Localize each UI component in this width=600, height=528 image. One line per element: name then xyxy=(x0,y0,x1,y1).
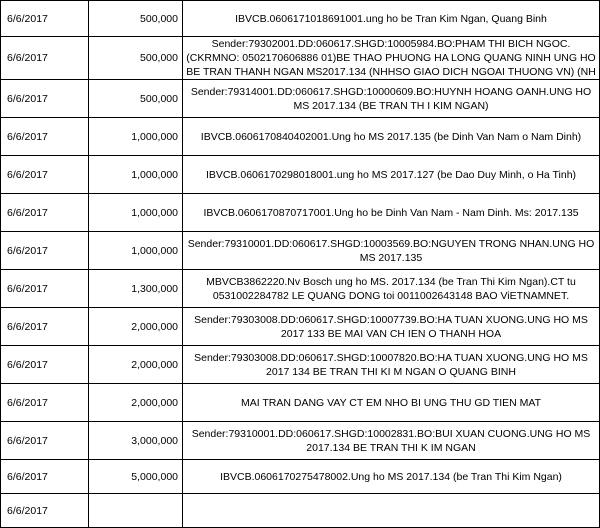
amount-cell: 2,000,000 xyxy=(89,384,183,422)
amount-cell: 1,000,000 xyxy=(89,232,183,270)
description-text: Sender:79302001.DD:060617.SHGD:10005984.BO:PHAM THI BICH NGOC.(CKRMNO: 0502170606886 01)BE THAO PHUONG HA LONG QUANG NINH UNG HO BE TRAN THANH NGAN MS2017.134 (NHHSO GIAO DICH NGOAI THUONG VN) (NH xyxy=(186,38,596,78)
table-row xyxy=(1,80,600,118)
description-cell xyxy=(183,37,600,80)
description-text: IBVCB.0606170840402001.Ung ho MS 2017.135 (be Dinh Van Nam o Nam Dinh) xyxy=(200,130,582,143)
description-text: MAI TRAN DANG VAY CT EM NHO BI UNG THU GD TIEN MAT xyxy=(240,396,542,409)
date-cell: 6/6/2017 xyxy=(1,118,89,156)
description-cell xyxy=(183,460,600,494)
date-cell: 6/6/2017 xyxy=(1,308,89,346)
date-cell: 6/6/2017 xyxy=(1,194,89,232)
date-cell: 6/6/2017 xyxy=(1,460,89,494)
description-cell xyxy=(183,118,600,156)
description-text: IBVCB.0606170870717001.Ung ho be Dinh Van Nam - Nam Dinh. Ms: 2017.135 xyxy=(203,206,579,219)
date-cell: 6/6/2017 xyxy=(1,346,89,384)
table-row xyxy=(1,270,600,308)
date-cell: 6/6/2017 xyxy=(1,270,89,308)
amount-cell: 500,000 xyxy=(89,1,183,37)
description-text: Sender:79303008.DD:060617.SHGD:10007820.BO:HA TUAN XUONG.UNG HO MS 2017 134 BE TRAN THI KI M NGAN O QUANG BINH xyxy=(194,351,588,378)
date-cell: 6/6/2017 xyxy=(1,1,89,37)
amount-cell: 1,000,000 xyxy=(89,156,183,194)
description-text: Sender:79303008.DD:060617.SHGD:10007739.BO:HA TUAN XUONG.UNG HO MS 2017 133 BE MAI VAN CH IEN O THANH HOA xyxy=(194,313,588,340)
description-cell xyxy=(183,80,600,118)
amount-cell: 2,000,000 xyxy=(89,308,183,346)
table-row xyxy=(1,1,600,37)
table-row xyxy=(1,156,600,194)
amount-cell: 500,000 xyxy=(89,80,183,118)
description-cell xyxy=(183,346,600,384)
description-cell xyxy=(183,156,600,194)
description-text: Sender:79310001.DD:060617.SHGD:10003569.BO:NGUYEN TRONG NHAN.UNG HO MS 2017.135 xyxy=(187,237,595,264)
table-row xyxy=(1,460,600,494)
date-cell: 6/6/2017 xyxy=(1,422,89,460)
date-cell: 6/6/2017 xyxy=(1,384,89,422)
date-cell: 6/6/2017 xyxy=(1,494,89,528)
description-cell xyxy=(183,384,600,422)
table-row xyxy=(1,194,600,232)
date-cell: 6/6/2017 xyxy=(1,232,89,270)
amount-cell: 3,000,000 xyxy=(89,422,183,460)
description-cell xyxy=(183,494,600,528)
description-text: IBVCB.0606171018691001.ung ho be Tran Kim Ngan, Quang Binh xyxy=(235,12,547,25)
table-row xyxy=(1,232,600,270)
description-text: MBVCB3862220.Nv Bosch ung ho MS. 2017.134 (be Tran Thi Kim Ngan).CT tu 0531002284782 LE QUANG DONG toi 0011002643148 BAO ViETNAMNET. xyxy=(206,275,576,302)
description-cell xyxy=(183,194,600,232)
table-row xyxy=(1,37,600,80)
description-cell xyxy=(183,308,600,346)
table-row xyxy=(1,494,600,528)
description-text: Sender:79310001.DD:060617.SHGD:10002831.BO:BUI XUAN CUONG.UNG HO MS 2017.134 BE TRAN THI K IM NGAN xyxy=(191,427,591,454)
amount-cell: 500,000 xyxy=(89,37,183,80)
amount-cell: 1,000,000 xyxy=(89,118,183,156)
date-cell: 6/6/2017 xyxy=(1,37,89,80)
date-cell: 6/6/2017 xyxy=(1,156,89,194)
amount-cell: 5,000,000 xyxy=(89,460,183,494)
description-cell xyxy=(183,422,600,460)
amount-cell: 2,000,000 xyxy=(89,346,183,384)
date-cell: 6/6/2017 xyxy=(1,80,89,118)
table-row xyxy=(1,384,600,422)
table-row xyxy=(1,118,600,156)
description-text: Sender:79314001.DD:060617.SHGD:10000609.BO:HUYNH HOANG OANH.UNG HO MS 2017.134 (BE TRAN TH I KIM NGAN) xyxy=(190,85,592,112)
table-row xyxy=(1,308,600,346)
amount-cell: 1,000,000 xyxy=(89,194,183,232)
amount-cell xyxy=(89,494,183,528)
amount-cell: 1,300,000 xyxy=(89,270,183,308)
description-text: IBVCB.0606170275478002.Ung ho MS 2017.134 (be Tran Thi Kim Ngan) xyxy=(220,470,562,483)
description-cell xyxy=(183,232,600,270)
table-row xyxy=(1,422,600,460)
description-cell xyxy=(183,270,600,308)
description-text: IBVCB.0606170298018001.ung ho MS 2017.127 (be Dao Duy Minh, o Ha Tinh) xyxy=(205,168,577,181)
table-row xyxy=(1,346,600,384)
description-cell xyxy=(183,1,600,37)
